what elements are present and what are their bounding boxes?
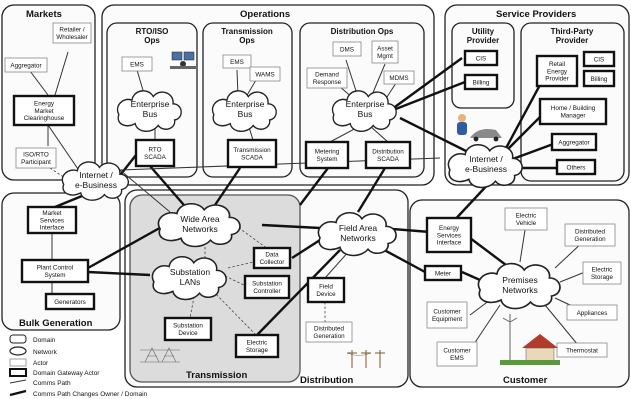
substation-device-gateway <box>165 318 211 340</box>
transmission-ops-title: Transmission Ops <box>221 27 273 45</box>
ems-trans-actor <box>223 55 251 68</box>
svg-text:EnterpriseBus: Enterprise Bus <box>345 99 385 119</box>
retail-energy-provider-gateway <box>537 56 577 86</box>
distributed-generation-dist-actor <box>306 322 352 342</box>
customer-title: Customer <box>503 375 548 386</box>
utility-provider-title: Utility Provider <box>466 27 500 45</box>
dms-actor <box>333 42 361 56</box>
legend-actor-swatch <box>10 359 26 366</box>
appliances-actor <box>567 305 617 320</box>
electric-storage-dist-gateway <box>236 335 278 357</box>
rto-scada-label: RTO SCADA <box>144 146 166 161</box>
home-building-manager-label: Home / Building Manager <box>550 105 596 120</box>
home-building-manager-gateway <box>540 99 606 124</box>
generators-gateway <box>46 294 94 309</box>
retailer-label: Retailer / Wholesaler <box>56 26 88 41</box>
mdms-label: MDMS <box>389 74 409 82</box>
svg-text:Field AreaNetworks: Field Area Networks <box>338 223 378 243</box>
others-label: Others <box>566 164 586 172</box>
legend-domain-swatch <box>10 335 26 343</box>
ems-trans-label: EMS <box>230 58 244 66</box>
distribution-scada-label: Distribution SCADA <box>372 148 404 163</box>
service-providers-title: Service Providers <box>496 9 577 20</box>
svg-text:Internet /e-Business: Internet / e-Business <box>74 170 118 190</box>
retailer-actor <box>53 23 91 43</box>
electric-vehicle-label: Electric Vehicle <box>515 212 537 227</box>
legend-comms-changes-label: Comms Path Changes Owner / Domain <box>33 391 148 398</box>
legend-domain-label: Domain <box>33 337 56 344</box>
energy-market-clearinghouse-label: Energy Market Clearinghouse <box>23 100 65 122</box>
transmission-scada-gateway <box>228 140 276 167</box>
generators-label: Generators <box>54 298 86 306</box>
plant-control-system-gateway <box>22 260 88 282</box>
distributed-generation-dist-label: Distributed Generation <box>313 325 345 340</box>
wams-actor <box>250 67 280 81</box>
ems-rto-actor <box>122 57 152 71</box>
legend-gateway-swatch <box>10 369 26 376</box>
cis-third-label: CIS <box>593 56 605 64</box>
billing-utility-gateway <box>465 75 497 89</box>
energy-services-interface-label: Energy Services Interface <box>436 225 462 247</box>
svg-text:Wide AreaNetworks: Wide Area Networks <box>180 214 220 234</box>
market-services-interface-label: Market Services Interface <box>39 210 65 232</box>
cis-third-gateway <box>584 52 614 66</box>
energy-services-interface-gateway <box>427 218 471 252</box>
operations-title: Operations <box>240 9 291 20</box>
iso-rto-participant-actor <box>16 148 56 168</box>
data-collector-gateway <box>254 248 290 268</box>
distributed-generation-cust-label: Distributed Generation <box>574 228 606 243</box>
others-gateway <box>557 160 595 174</box>
legend-network-label: Network <box>33 349 57 356</box>
dms-label: DMS <box>340 46 354 54</box>
electric-storage-cust-actor <box>583 262 621 284</box>
iso-rto-participant-label: ISO/RTO Participant <box>21 151 51 166</box>
wams-label: WAMS <box>255 71 275 79</box>
ems-rto-label: EMS <box>130 61 144 69</box>
appliances-label: Appliances <box>576 309 608 317</box>
energy-market-clearinghouse-gateway <box>14 96 74 125</box>
legend-comms-path-label: Comms Path <box>33 380 71 387</box>
svg-text:PremisesNetworks: Premises Networks <box>502 275 538 295</box>
distribution-ops-title: Distribution Ops <box>330 27 394 36</box>
metering-system-gateway <box>306 142 348 168</box>
third-party-provider-title: Third-Party Provider <box>550 27 594 45</box>
thermostat-actor <box>557 343 607 357</box>
demand-response-actor <box>307 68 347 88</box>
substation-controller-gateway <box>245 276 289 298</box>
svg-text:EnterpriseBus: Enterprise Bus <box>130 99 170 119</box>
customer-ems-label: Customer EMS <box>443 347 471 362</box>
data-collector-label: Data Collector <box>259 251 285 266</box>
aggregator-sp-gateway <box>552 134 596 150</box>
electric-storage-cust-label: Electric Storage <box>590 266 614 281</box>
demand-response-label: Demand Response <box>312 71 342 86</box>
aggregator-mkt-label: Aggregator <box>10 62 42 70</box>
distribution-title: Distribution <box>300 375 354 386</box>
substation-controller-label: Substation Controller <box>252 280 282 295</box>
plant-control-system-label: Plant Control System <box>36 264 74 279</box>
legend-actor-label: Actor <box>33 360 49 367</box>
thermostat-label: Thermostat <box>566 347 598 355</box>
market-services-interface-gateway <box>28 207 76 233</box>
customer-equipment-label: Customer Equipment <box>431 308 463 323</box>
svg-text:EnterpriseBus: Enterprise Bus <box>225 99 265 119</box>
aggregator-mkt-actor <box>5 58 47 72</box>
field-device-gateway <box>308 278 344 302</box>
customer-equipment-actor <box>427 302 467 328</box>
distribution-scada-gateway <box>366 142 410 168</box>
legend-gateway-label: Domain Gateway Actor <box>33 370 100 377</box>
markets-title: Markets <box>26 9 62 20</box>
legend-comms-path-swatch <box>10 380 26 383</box>
bulk-generation-title: Bulk Generation <box>19 318 93 329</box>
transmission-title: Transmission <box>186 370 248 381</box>
electric-storage-dist-label: Electric Storage <box>245 339 269 354</box>
meter-label: Meter <box>434 270 452 278</box>
mdms-actor <box>384 71 414 84</box>
rto-scada-gateway <box>136 140 174 166</box>
cis-utility-label: CIS <box>475 55 487 63</box>
cis-utility-gateway <box>465 51 497 65</box>
retail-energy-provider-label: Retail Energy Provider <box>545 61 569 83</box>
legend-comms-changes-swatch <box>10 391 26 395</box>
aggregator-sp-label: Aggregator <box>558 139 590 147</box>
billing-third-label: Billing <box>590 75 608 83</box>
metering-system-label: Metering System <box>314 148 340 163</box>
field-device-label: Field Device <box>316 283 336 298</box>
asset-mgmt-label: Asset Mgmt <box>377 45 393 60</box>
meter-gateway <box>425 266 461 280</box>
rto-iso-ops-title: RTO/ISO Ops <box>135 27 169 45</box>
electric-vehicle-actor <box>505 208 547 230</box>
billing-utility-label: Billing <box>472 79 490 87</box>
distributed-generation-cust-actor <box>565 224 615 246</box>
svg-text:Internet /e-Business: Internet / e-Business <box>464 154 508 174</box>
billing-third-gateway <box>584 71 614 86</box>
substation-device-label: Substation Device <box>173 322 203 337</box>
customer-ems-actor <box>437 342 477 366</box>
asset-mgmt-actor <box>372 41 398 63</box>
transmission-scada-label: Transmission SCADA <box>233 147 271 162</box>
legend-network-swatch <box>10 347 26 355</box>
svg-text:SubstationLANs: Substation LANs <box>169 267 211 287</box>
